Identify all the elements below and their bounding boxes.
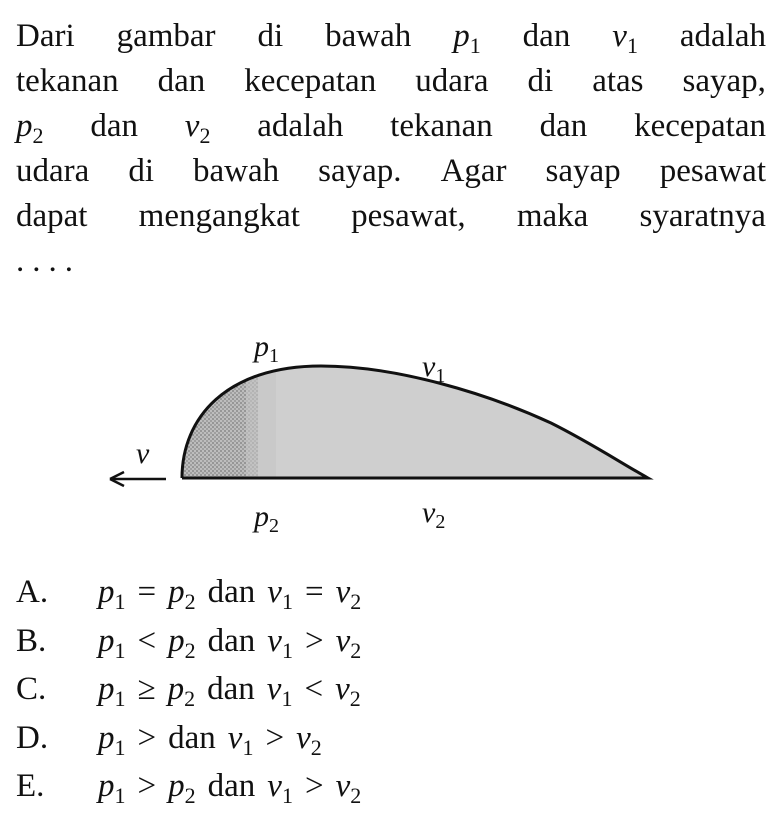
operator: >: [265, 719, 285, 756]
word: Agar: [440, 153, 507, 189]
var-v1: $v_1$: [267, 768, 293, 808]
label-velocity: v: [136, 437, 150, 470]
word: dapat: [16, 198, 88, 234]
word: Dari: [16, 18, 75, 54]
word: kecepatan: [244, 63, 377, 99]
word: dan: [522, 18, 571, 54]
label-p1: $p_1$: [254, 330, 279, 367]
question-line-4: [16, 149, 766, 194]
conjunction: dan: [207, 671, 255, 707]
var-v1: $v_1$: [267, 574, 293, 614]
operator: >: [137, 719, 157, 756]
wing-front-shading: [176, 358, 258, 483]
var-v2: $v_2$: [335, 768, 362, 808]
word: maka: [516, 198, 589, 234]
option-a[interactable]: [16, 574, 756, 623]
question-line-1: [16, 14, 766, 59]
wing-svg: [96, 318, 666, 538]
word: mengangkat: [138, 198, 300, 234]
word: sayap,: [682, 63, 766, 99]
option-expression: [98, 719, 322, 760]
conjunction: dan: [168, 719, 216, 756]
option-expression: [98, 574, 362, 614]
option-d[interactable]: [16, 720, 756, 769]
word: adalah: [679, 18, 766, 54]
var-p2: $p_2$: [168, 622, 196, 663]
option-expression: [98, 622, 362, 663]
word: bawah: [325, 18, 412, 54]
var-v1: $v_1$: [266, 671, 293, 711]
operator: <: [304, 671, 324, 707]
option-letter: E.: [16, 768, 45, 804]
option-expression: [98, 671, 361, 711]
conjunction: dan: [207, 574, 256, 610]
word: bawah: [193, 153, 280, 189]
var-v1: $v_1$: [612, 18, 638, 58]
question-line-3: [16, 104, 766, 149]
answer-options: [16, 574, 756, 817]
word: atas: [592, 63, 644, 99]
word: dan: [157, 63, 206, 99]
option-letter: B.: [16, 622, 47, 659]
var-p1: $p_1$: [453, 18, 481, 58]
var-p1: $p_1$: [98, 622, 126, 663]
operator: ≥: [137, 671, 156, 707]
var-v2: $v_2$: [335, 671, 361, 711]
word: udara: [16, 153, 90, 189]
operator: =: [304, 574, 324, 610]
word: sayap.: [318, 153, 402, 189]
word: dan: [539, 108, 588, 144]
option-c[interactable]: [16, 671, 756, 720]
option-letter: A.: [16, 574, 49, 610]
var-v1: $v_1$: [267, 622, 293, 663]
word: adalah: [257, 108, 344, 144]
operator: >: [304, 622, 324, 659]
operator: >: [137, 768, 157, 804]
question-line-2: [16, 59, 766, 104]
word: kecepatan: [634, 108, 766, 144]
word: dan: [90, 108, 138, 144]
question-text: [16, 14, 766, 284]
operator: =: [137, 574, 157, 610]
operator: <: [137, 622, 157, 659]
var-p1: $p_1$: [98, 768, 126, 808]
word: udara: [415, 63, 489, 99]
word: tekanan: [390, 108, 493, 144]
word: pesawat: [659, 153, 766, 189]
option-letter: D.: [16, 719, 49, 756]
var-v1: $v_1$: [227, 719, 254, 760]
ellipsis: ....: [16, 243, 81, 279]
var-p2: $p_2$: [168, 574, 196, 614]
option-e[interactable]: [16, 768, 756, 817]
word: tekanan: [16, 63, 119, 99]
conjunction: dan: [207, 768, 256, 804]
word: di: [527, 63, 554, 99]
word: pesawat,: [351, 198, 466, 234]
label-v2: $v_2$: [422, 496, 446, 533]
var-p1: $p_1$: [98, 671, 126, 711]
var-v2: $v_2$: [335, 622, 362, 663]
label-v1: $v_1$: [422, 350, 446, 387]
var-p2: $p_2$: [168, 768, 196, 808]
word: di: [257, 18, 284, 54]
var-p2: $p_2$: [167, 671, 196, 711]
operator: >: [304, 768, 324, 804]
option-letter: C.: [16, 671, 47, 707]
conjunction: dan: [207, 622, 256, 659]
word: syaratnya: [639, 198, 766, 234]
wing-diagram: [96, 318, 666, 538]
var-v2: $v_2$: [335, 574, 362, 614]
var-p1: $p_1$: [98, 719, 126, 760]
var-v2: $v_2$: [184, 108, 211, 148]
var-p2: $p_2$: [16, 108, 44, 148]
label-p2: $p_2$: [254, 500, 279, 537]
option-b[interactable]: [16, 623, 756, 672]
word: sayap: [545, 153, 621, 189]
option-expression: [98, 768, 362, 808]
word: di: [128, 153, 154, 189]
var-p1: $p_1$: [98, 574, 126, 614]
word: gambar: [116, 18, 216, 54]
var-v2: $v_2$: [296, 719, 322, 760]
question-ellipsis: [16, 239, 766, 284]
question-line-5: [16, 194, 766, 239]
